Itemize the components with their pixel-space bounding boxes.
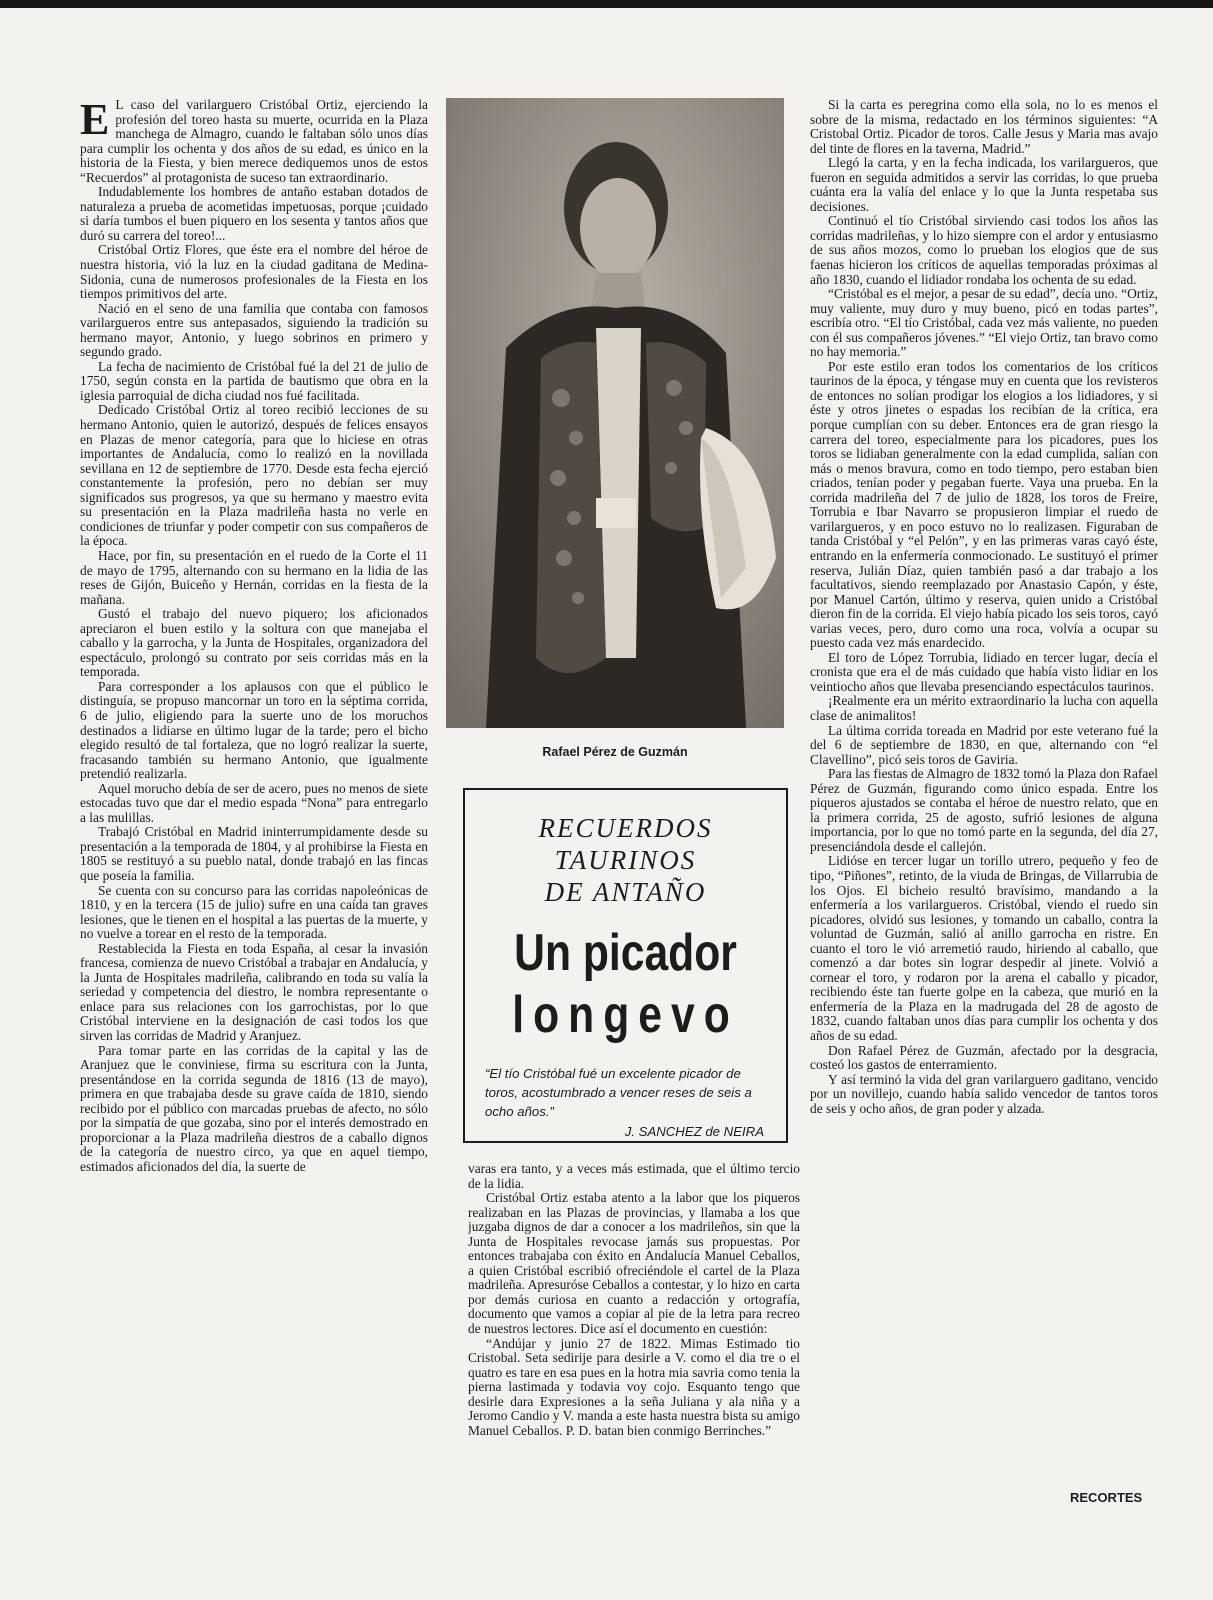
article-paragraph: “Andújar y junio 27 de 1822. Mimas Estimado tio Cristobal. Seta sedirije para desirle a V. como el dia tre o el quatro es tare en esa pues en la hotra mia savria como tenia la pierna lastimada y todavia voy cojo. Esquanto tengo que desirle dara Expresiones a la seña Juliana y ala niña y a Jeromo Candio y V. manda a este hasta nuestra bista su amigo Manuel Ceballos. P. D. batan bien conmigo Berrinches.” (468, 1335, 800, 1438)
article-paragraph: E L caso del varilarguero Cristóbal Ortiz, ejerciendo la profesión del toreo hasta su muerte, ocurrida en la Plaza manchega de Almagro, cuando le faltaban sólo unos días para cumplir los ochenta y dos años de su edad, es único en la historia de la Fiesta, y bien merece dediquemos unos de estos “Recuerdos” al protagonista de suceso tan extraordinario. (80, 98, 428, 185)
headline-line: Un picador (514, 924, 737, 982)
article-paragraph: Para corresponder a los aplausos con que el público le distinguía, se propuso mancornar un toro en la séptima corrida, 6 de julio, eligiendo para la suerte uno de los moruchos destinados a lidiarse en último lugar de la tarde; pero el bicho elegido resultó de tal fortaleza, que no logró realizar la suerte, fracasando también su hermano Antonio, que igualmente pretendió realizarla. (80, 678, 428, 782)
kicker-line: DE ANTAÑO (544, 877, 707, 907)
drop-cap: E (80, 98, 110, 144)
article-paragraph: La fecha de nacimiento de Cristóbal fué la del 21 de julio de 1750, según consta en la partida de bautismo que obra en la iglesia parroquial de dicha ciudad nos fué facilitada. (80, 358, 428, 403)
portrait-photo (446, 98, 784, 728)
article-paragraph: varas era tanto, y a veces más estimada, que el último tercio de la lidia. (468, 1162, 800, 1191)
article-paragraph: La última corrida toreada en Madrid por este veterano fué la del 6 de septiembre de 1830, en que, alternando con “el Clavellino”, picó seis toros de Gaviria. (810, 722, 1158, 767)
article-paragraph: Indudablemente los hombres de antaño estaban dotados de naturaleza a prueba de acometidas impetuosas, porque ¡cuidado si daría tumbos el buen piquero en los sesenta y tantos años que duró su carrera del toreo!... (80, 184, 428, 243)
article-paragraph: Y así terminó la vida del gran varilarguero gaditano, vencido por un novillejo, cuando había salido vencedor de tantos toros de seis y ocho años, de gran poder y alzada. (810, 1071, 1158, 1116)
kicker-line: RECUERDOS TAURINOS (538, 813, 713, 875)
article-paragraph: ¡Realmente era un mérito extraordinario la lucha con aquella clase de animalitos! (810, 693, 1158, 723)
article-paragraph: Nació en el seno de una familia que contaba con famosos varilargueros entre sus antepasados, siguiendo la tradición su hermano mayor, Antonio, y luego sobrinos en primero y segundo grado. (80, 300, 428, 360)
article-paragraph: Restablecida la Fiesta en toda España, al cesar la invasión francesa, comienza de nuevo Cristóbal a trabajar en Andalucía, y la Junta de Hospitales madrileña, calibrando en toda su valía la seriedad y competencia del diestro, le nombra representante o enlace para sus relaciones con los garrochistas, por lo que Cristóbal interviene en la designación de casi todos los que sirven las corridas de Madrid y Aranjuez. (80, 940, 428, 1043)
page-top-edge (0, 0, 1213, 8)
article-paragraph: Por este estilo eran todos los comentarios de los críticos taurinos de la época, y téngase muy en cuenta que los revisteros de entonces no solían prodigar los elogios a los lidiadores, y si éste y otros jinetes o espadas los recibían de la crítica, era porque cumplían con su deber. Entonces era de gran riesgo la carrera del toreo, especialmente para los picadores, pues los toros se lidiaban generalmente con la edad cumplida, salían con más o menos bravura, como en todo tiempo, pero estaban bien criados, tenían poder y pegaban fuerte. Vaya una prueba. En la corrida madrileña del 7 de julio de 1828, los toros de Freire, Torrubia e Ibar Navarro se propusieron limpiar el ruedo de varilargueros, y en poco estuvo no lo realizasen. Figuraban de tanda Cristóbal y “el Pelón”, y en las primeras varas cayó éste, entrando en la enfermería conmocionado. Le sustituyó el primer reserva, Julián Díaz, quien también pasó a dar trabajo a los facultativos, siendo reemplazado por Anastasio Capón, y éste, por Manuel Cartón, último y reserva, quien unido a Cristóbal dieron fin de la corrida. El viejo había picado los seis toros, cayó varias veces, pero, duro como una roca, volvía a ocupar su puesto cada vez más enardecido. (810, 358, 1158, 651)
article-paragraph: Para tomar parte en las corridas de la capital y las de Aranjuez que le conviniese, firma su escritura con la Junta, presentándose en la corrida segunda de 1816 (13 de mayo), primera en que trabajaba desde su grave caída de 1810, siendo recibido por el público con marcadas pruebas de afecto, no sólo por la simpatía de que gozaba, sino por el interés demostrado en proporcionar a la Plaza madrileña diestros de a caballo dignos de la categoría de nuestro circo, ya que en aquel tiempo, estimados aficionados del día, la suerte de (80, 1042, 428, 1174)
article-paragraph: Gustó el trabajo del nuevo piquero; los aficionados apreciaron el buen estilo y la soltura con que manejaba el caballo y la garrocha, y la Junta de Hospitales, organizadora del espectáculo, prolongó su contrato por seis corridas más en la temporada. (80, 606, 428, 680)
article-paragraph: Cristóbal Ortiz estaba atento a la labor que los piqueros realizaban en las Plazas de provincias, y llamaba a los que juzgaba dignos de dar a conocer a los madrileños, sin que la Junta de Hospitales revocase jamás sus propuestas. Por entonces trabajaba con éxito en Andalucía Manuel Ceballos, a quien Cristóbal escribió ofreciéndole el cartel de la Plaza madrileña. Apresuróse Ceballos a contestar, y lo hizo en carta por demás curiosa en cuanto a redacción y ortografía, documento que vamos a copiar al pie de la letra para recreo de nuestros lectores. Dice así el documento en cuestión: (468, 1190, 800, 1337)
article-paragraph: Si la carta es peregrina como ella sola, no lo es menos el sobre de la misma, redactado en los términos siguientes: “A Cristobal Ortiz. Picador de toros. Calle Jesus y Maria mas avajo del tinte de flores en la taverna, Madrid.” (810, 98, 1158, 156)
headline (494, 922, 757, 1046)
article-paragraph: Trabajó Cristóbal en Madrid ininterrumpidamente desde su presentación a la temporada de 1804, y al prohibirse la Fiesta en 1805 se restituyó a su pueblo natal, donde trabajó en las fincas que poseía la familia. (80, 824, 428, 883)
article-column-2 (468, 1162, 800, 1562)
title-box (463, 788, 788, 1143)
matador-portrait-illustration (446, 98, 784, 728)
article-paragraph: Continuó el tío Cristóbal sirviendo casi todos los años las corridas madrileñas, y lo hizo siempre con el ardor y entusiasmo de sus años mozos, como lo prueban los elogios que de sus faenas hicieron los críticos de aquellas temporadas próximas al año 1830, cuando el lidiador rondaba los ochenta de su edad. (810, 213, 1158, 287)
article-paragraph: Para las fiestas de Almagro de 1832 tomó la Plaza don Rafael Pérez de Guzmán, figurando como único espada. Entre los piqueros ajustados se contaba el héroe de nuestro relato, que en la primera corrida, 25 de agosto, sufrió lesiones de alguna importancia, por lo que no tomó parte en la segunda, del día 27, presenciándola desde el callejón. (810, 766, 1158, 854)
article-paragraph: Dedicado Cristóbal Ortiz al toreo recibió lecciones de su hermano Antonio, quien le autorizó, después de felices ensayos en Plazas de menor categoría, para que lo hiciese en otras importantes de Andalucía, como lo realizó en la novillada sevillana en 12 de septiembre de 1770. Desde esta fecha ejerció constantemente la profesión, pero no debían ser muy significados sus progresos, ya que su hermano y maestro evita su presentación en la Plaza madrileña hasta no verle en condiciones de triunfar y poder competir con sus compañeros de la época. (80, 402, 428, 549)
article-paragraph: Lidióse en tercer lugar un torillo utrero, pequeño y feo de tipo, “Piñones”, retinto, de la viuda de Bringas, de Villarrubia de los Ojos. El bicheio resultó bravísimo, mandando a la enfermería a los varilargueros. Cristóbal, viendo el ruedo sin picadores, olvidó sus lesiones, y tomando un caballo, contra la voluntad de Guzmán, salió al anillo garrocha en ristre. En cuanto el toro le vió arremetió raudo, hiriendo al caballo, que comenzó a dar botes sin lograr despedir al jinete. Volvió a cornear el toro, y rodaron por la arena el caballo y picador, recibiendo éste tan fuerte golpe en la cabeza, que murió en la enfermería de la Plaza en la madrugada del 28 de agosto de 1832, cuando faltaban unos días para cumplir los ochenta y dos años de su edad. (810, 853, 1158, 1043)
article-paragraph: “Cristóbal es el mejor, a pesar de su edad”, decía uno. “Ortiz, muy valiente, muy duro y muy bueno, picó en todas partes”, escribía otro. “El tío Cristóbal, cada vez más valiente, no pueden con él sus compañeros jóvenes.” “El viejo Ortiz, tan bravo como no hay memoria.” (810, 286, 1158, 360)
section-kicker (465, 812, 786, 908)
pull-quote: “El tío Cristóbal fué un excelente picador de toros, acostumbrado a vencer reses de seis a ocho años.” (485, 1066, 752, 1119)
article-paragraph: El toro de López Torrubia, lidiado en tercer lugar, decía el cronista que era el de más cuidado que había visto lidiar en los veintiocho años que llevaba presenciando espectáculos taurinos. (810, 649, 1158, 694)
photo-caption: Rafael Pérez de Guzmán (542, 745, 688, 759)
author-byline: J. SANCHEZ de NEIRA (624, 1124, 764, 1139)
article-paragraph: Cristóbal Ortiz Flores, que éste era el nombre del héroe de nuestra historia, vió la luz en la ciudad gaditana de Medina-Sidonia, cuna de numerosos profesionales de la Fiesta en los tiempos primitivos del arte. (80, 242, 428, 302)
article-paragraph: Llegó la carta, y en la fecha indicada, los varilargueros, que fueron en seguida admitidos a servir las corridas, lo que prueba cuánta era la valía del enlace y lo que la Junta respetaba sus decisiones. (810, 155, 1158, 214)
article-paragraph: Se cuenta con su concurso para las corridas napoleónicas de 1810, y en la tercera (15 de julio) sufre en una caída tan graves lesiones, que le tienen en el hospital a las puertas de la muerte, y no vuelve a torear en el resto de la temporada. (80, 882, 428, 942)
article-column-3 (810, 98, 1158, 1488)
headline-line: longevo (512, 986, 739, 1044)
article-column-1 (80, 98, 428, 1558)
article-paragraph: Aquel morucho debía de ser de acero, pues no menos de siete estocadas tuvo que dar el medio espada “Nona” para entregarlo a las mulillas. (80, 780, 428, 825)
article-paragraph: Hace, por fin, su presentación en el ruedo de la Corte el 11 de mayo de 1795, alternando con su hermano en la lidia de las reses de Gijón, Buiceño y Hernán, corridas en la fiesta de la mañana. (80, 547, 428, 607)
article-paragraph: Don Rafael Pérez de Guzmán, afectado por la desgracia, costeó los gastos de enterramiento. (810, 1042, 1158, 1073)
publication-brand: RECORTES (1070, 1490, 1143, 1505)
